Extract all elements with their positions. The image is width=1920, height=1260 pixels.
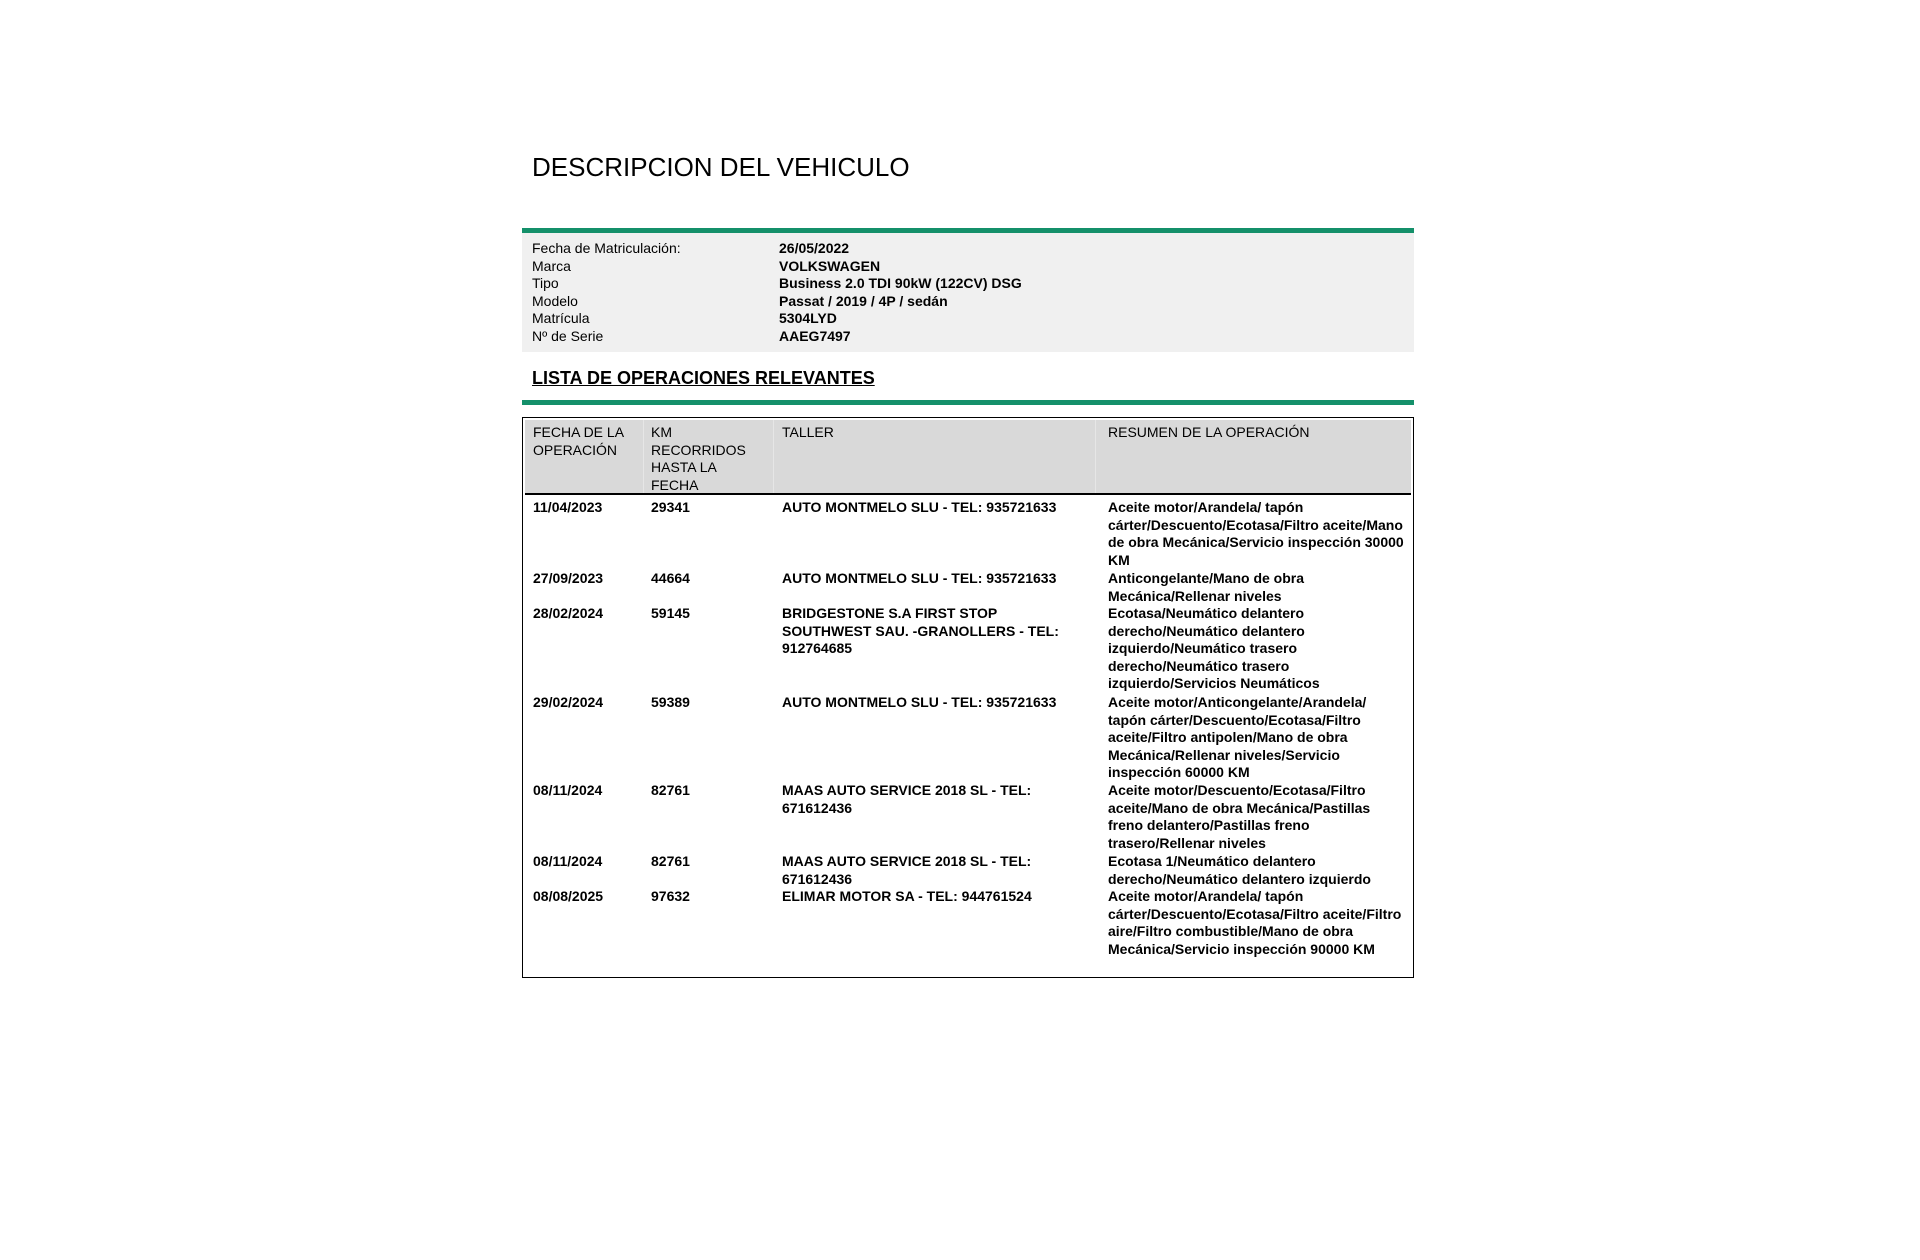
operation-km: 44664 [651,570,690,586]
operations-table [522,417,1414,978]
operation-date: 29/02/2024 [533,694,604,710]
operation-workshop: AUTO MONTMELO SLU - TEL: 935721633 [782,499,1057,515]
operation-date: 08/08/2025 [533,888,604,904]
operation-workshop: MAAS AUTO SERVICE 2018 SL - TEL: 671612436 [782,782,1032,816]
operation-summary: Aceite motor/Arandela/ tapón cárter/Descuento/Ecotasa/Filtro aceite/Filtro aire/Filtro combustible/Mano de obra Mecánica/Servicio inspección 90000 KM [1108,888,1402,957]
table-header [525,420,1411,495]
detail-label: Matrícula [532,310,590,327]
operation-summary: Anticongelante/Mano de obra Mecánica/Rellenar niveles [1108,570,1305,604]
operation-workshop: AUTO MONTMELO SLU - TEL: 935721633 [782,570,1057,586]
operations-title: LISTA DE OPERACIONES RELEVANTES [532,368,875,388]
operation-workshop: AUTO MONTMELO SLU - TEL: 935721633 [782,694,1057,710]
operation-summary: Aceite motor/Arandela/ tapón cárter/Descuento/Ecotasa/Filtro aceite/Mano de obra Mecánica/Servicio inspección 30000 KM [1108,499,1404,568]
operation-date: 27/09/2023 [533,570,604,586]
operation-summary: Ecotasa/Neumático delantero derecho/Neumático delantero izquierdo/Neumático trasero derecho/Neumático trasero izquierdo/Servicios Neumáticos [1108,605,1320,692]
operation-summary: Ecotasa 1/Neumático delantero derecho/Neumático delantero izquierdo [1108,853,1371,887]
detail-value: 5304LYD [779,310,837,327]
section-divider [522,400,1414,405]
operation-workshop: MAAS AUTO SERVICE 2018 SL - TEL: 671612436 [782,853,1032,887]
detail-value: AAEG7497 [779,328,851,344]
page-title: DESCRIPCION DEL VEHICULO [532,152,910,182]
operation-km: 82761 [651,782,690,798]
operation-workshop: ELIMAR MOTOR SA - TEL: 944761524 [782,888,1032,904]
operation-km: 97632 [651,888,690,904]
detail-label: Fecha de Matriculación: [532,240,681,256]
detail-value: Business 2.0 TDI 90kW (122CV) DSG [779,275,1022,292]
operation-summary: Aceite motor/Anticongelante/Arandela/ tapón cárter/Descuento/Ecotasa/Filtro aceite/Filtro antipolen/Mano de obra Mecánica/Rellenar niveles/Servicio inspección 60000 KM [1108,694,1367,781]
operation-km: 29341 [651,499,690,515]
column-divider [773,420,774,493]
detail-label: Marca [532,257,571,274]
operation-km: 59389 [651,694,690,710]
operation-km: 59145 [651,605,690,621]
header-date: FECHA DE LA OPERACIÓN [533,424,624,458]
operation-km: 82761 [651,853,690,869]
operation-date: 08/11/2024 [533,853,603,869]
detail-value: VOLKSWAGEN [779,257,881,274]
operation-date: 28/02/2024 [533,605,604,621]
header-km: KM RECORRIDOS HASTA LA FECHA [651,424,746,493]
operation-summary: Aceite motor/Descuento/Ecotasa/Filtro aceite/Mano de obra Mecánica/Pastillas freno delantero/Pastillas freno trasero/Rellenar niveles [1108,782,1371,851]
detail-label: Nº de Serie [532,328,604,344]
column-divider [643,420,644,493]
operation-workshop: BRIDGESTONE S.A FIRST STOP SOUTHWEST SAU. -GRANOLLERS - TEL: 912764685 [782,605,1059,657]
operation-date: 08/11/2024 [533,782,603,798]
vehicle-details [522,233,1414,352]
operation-date: 11/04/2023 [533,499,603,515]
detail-value: 26/05/2022 [779,240,850,256]
column-divider [1095,420,1096,493]
header-summary: RESUMEN DE LA OPERACIÓN [1108,424,1310,440]
header-workshop: TALLER [782,424,834,440]
detail-label: Modelo [532,292,578,309]
detail-value: Passat / 2019 / 4P / sedán [779,292,948,309]
detail-label: Tipo [532,275,559,292]
